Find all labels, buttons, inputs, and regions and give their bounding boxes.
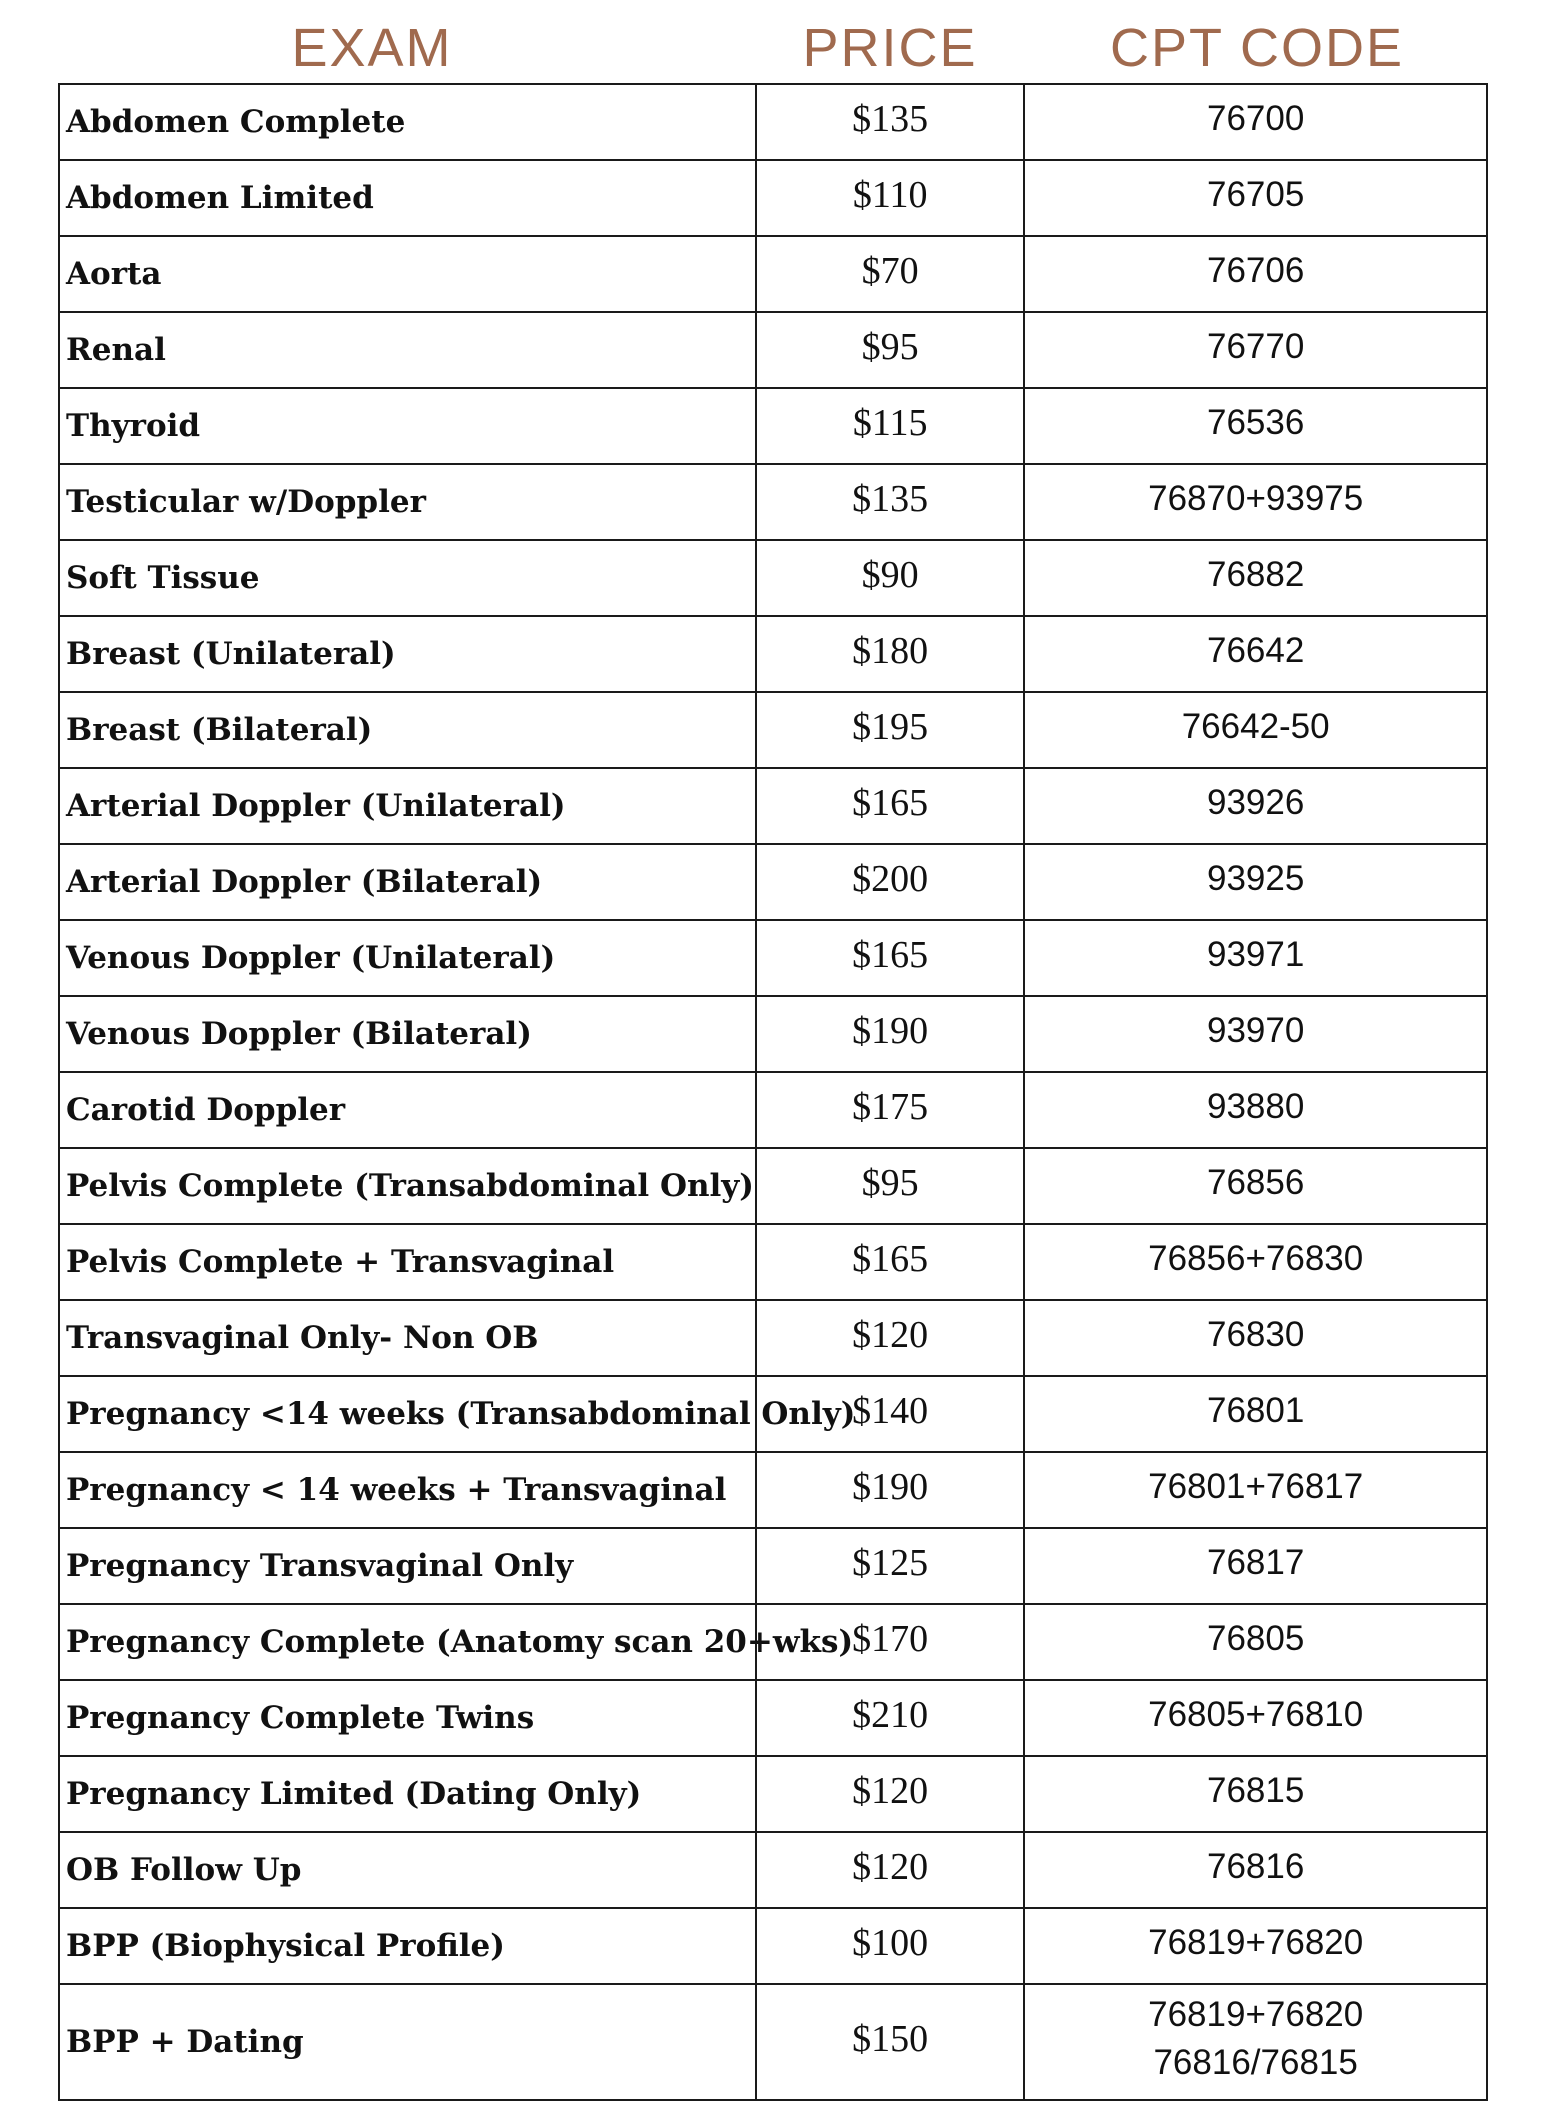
table-row bbox=[59, 540, 1487, 616]
exam-price: $90 bbox=[756, 540, 1024, 616]
exam-price: $190 bbox=[756, 1452, 1024, 1528]
cpt-code: 76816/76815 bbox=[1153, 2043, 1358, 2082]
cpt-code: 93926 bbox=[1207, 783, 1305, 822]
exam-price: $200 bbox=[756, 844, 1024, 920]
exam-name: Abdomen Limited bbox=[59, 160, 756, 236]
header-cpt-code: CPT CODE bbox=[1109, 18, 1405, 78]
cpt-code: 76642-50 bbox=[1181, 707, 1330, 746]
cpt-code-cell bbox=[1024, 1680, 1487, 1756]
price-table bbox=[58, 83, 1488, 2101]
table-row bbox=[59, 692, 1487, 768]
cpt-code: 76819+76820 bbox=[1148, 1923, 1364, 1962]
cpt-code: 76819+76820 bbox=[1148, 1995, 1364, 2034]
cpt-code-cell bbox=[1024, 1300, 1487, 1376]
table-row bbox=[59, 1984, 1487, 2100]
table-row bbox=[59, 160, 1487, 236]
exam-price: $165 bbox=[756, 920, 1024, 996]
table-row bbox=[59, 768, 1487, 844]
exam-price: $120 bbox=[756, 1756, 1024, 1832]
cpt-code-cell bbox=[1024, 236, 1487, 312]
cpt-code-cell bbox=[1024, 844, 1487, 920]
table-row bbox=[59, 996, 1487, 1072]
header-price: PRICE bbox=[802, 18, 978, 78]
exam-price: $165 bbox=[756, 768, 1024, 844]
exam-price: $120 bbox=[756, 1300, 1024, 1376]
table-row bbox=[59, 312, 1487, 388]
cpt-code-cell bbox=[1024, 1908, 1487, 1984]
exam-name: Aorta bbox=[59, 236, 756, 312]
table-row bbox=[59, 1680, 1487, 1756]
cpt-code: 76870+93975 bbox=[1148, 479, 1364, 518]
cpt-code: 93880 bbox=[1207, 1087, 1305, 1126]
table-row bbox=[59, 1832, 1487, 1908]
cpt-code-cell bbox=[1024, 388, 1487, 464]
exam-name: Arterial Doppler (Unilateral) bbox=[59, 768, 756, 844]
exam-price: $115 bbox=[756, 388, 1024, 464]
cpt-code-cell bbox=[1024, 160, 1487, 236]
header-exam: EXAM bbox=[291, 18, 453, 78]
exam-name: Venous Doppler (Bilateral) bbox=[59, 996, 756, 1072]
cpt-code-cell bbox=[1024, 1148, 1487, 1224]
cpt-code: 76882 bbox=[1207, 555, 1305, 594]
cpt-code: 76805 bbox=[1207, 1619, 1305, 1658]
cpt-code-cell bbox=[1024, 540, 1487, 616]
table-row bbox=[59, 388, 1487, 464]
cpt-code-cell bbox=[1024, 1452, 1487, 1528]
exam-name: Pelvis Complete (Transabdominal Only) bbox=[59, 1148, 756, 1224]
exam-name: Renal bbox=[59, 312, 756, 388]
cpt-code-cell bbox=[1024, 1756, 1487, 1832]
exam-name: BPP (Biophysical Profile) bbox=[59, 1908, 756, 1984]
table-row bbox=[59, 844, 1487, 920]
exam-name: BPP + Dating bbox=[59, 1984, 756, 2100]
exam-name: Pregnancy Complete Twins bbox=[59, 1680, 756, 1756]
table-row bbox=[59, 464, 1487, 540]
table-row bbox=[59, 616, 1487, 692]
exam-price: $140 bbox=[756, 1376, 1024, 1452]
exam-price: $195 bbox=[756, 692, 1024, 768]
exam-name: Pregnancy Limited (Dating Only) bbox=[59, 1756, 756, 1832]
exam-price: $95 bbox=[756, 312, 1024, 388]
cpt-code: 76536 bbox=[1207, 403, 1305, 442]
cpt-code-cell bbox=[1024, 312, 1487, 388]
cpt-code: 76815 bbox=[1207, 1771, 1305, 1810]
exam-name: Pelvis Complete + Transvaginal bbox=[59, 1224, 756, 1300]
exam-name: Pregnancy Complete (Anatomy scan 20+wks) bbox=[59, 1604, 756, 1680]
price-table-body bbox=[59, 84, 1487, 2100]
table-row bbox=[59, 84, 1487, 160]
table-row bbox=[59, 1376, 1487, 1452]
exam-price: $110 bbox=[756, 160, 1024, 236]
exam-name: Pregnancy <14 weeks (Transabdominal Only) bbox=[59, 1376, 756, 1452]
cpt-code: 76700 bbox=[1207, 99, 1305, 138]
cpt-code: 76705 bbox=[1207, 175, 1305, 214]
table-row bbox=[59, 1300, 1487, 1376]
exam-name: Breast (Unilateral) bbox=[59, 616, 756, 692]
table-row bbox=[59, 1756, 1487, 1832]
cpt-code-cell bbox=[1024, 1528, 1487, 1604]
exam-name: Pregnancy < 14 weeks + Transvaginal bbox=[59, 1452, 756, 1528]
cpt-code-cell bbox=[1024, 464, 1487, 540]
cpt-code: 76817 bbox=[1207, 1543, 1305, 1582]
cpt-code-cell bbox=[1024, 1376, 1487, 1452]
cpt-code-cell bbox=[1024, 996, 1487, 1072]
exam-price: $210 bbox=[756, 1680, 1024, 1756]
exam-price: $175 bbox=[756, 1072, 1024, 1148]
exam-price: $170 bbox=[756, 1604, 1024, 1680]
exam-price: $70 bbox=[756, 236, 1024, 312]
column-headers bbox=[0, 0, 1545, 84]
cpt-code: 93970 bbox=[1207, 1011, 1305, 1050]
cpt-code: 76816 bbox=[1207, 1847, 1305, 1886]
exam-price: $135 bbox=[756, 464, 1024, 540]
exam-price: $100 bbox=[756, 1908, 1024, 1984]
cpt-code: 93971 bbox=[1207, 935, 1305, 974]
cpt-code-cell bbox=[1024, 920, 1487, 996]
exam-price: $120 bbox=[756, 1832, 1024, 1908]
exam-price: $95 bbox=[756, 1148, 1024, 1224]
cpt-code: 76642 bbox=[1207, 631, 1305, 670]
table-row bbox=[59, 1604, 1487, 1680]
exam-name: Thyroid bbox=[59, 388, 756, 464]
cpt-code: 93925 bbox=[1207, 859, 1305, 898]
cpt-code: 76801+76817 bbox=[1148, 1467, 1364, 1506]
exam-name: Venous Doppler (Unilateral) bbox=[59, 920, 756, 996]
cpt-code-cell bbox=[1024, 1224, 1487, 1300]
cpt-code-cell bbox=[1024, 692, 1487, 768]
cpt-code-cell bbox=[1024, 1072, 1487, 1148]
exam-price: $190 bbox=[756, 996, 1024, 1072]
cpt-code: 76801 bbox=[1207, 1391, 1305, 1430]
exam-name: Testicular w/Doppler bbox=[59, 464, 756, 540]
table-row bbox=[59, 1072, 1487, 1148]
cpt-code-cell bbox=[1024, 616, 1487, 692]
exam-name: Transvaginal Only- Non OB bbox=[59, 1300, 756, 1376]
cpt-code: 76830 bbox=[1207, 1315, 1305, 1354]
exam-name: Arterial Doppler (Bilateral) bbox=[59, 844, 756, 920]
cpt-code: 76856 bbox=[1207, 1163, 1305, 1202]
cpt-code: 76805+76810 bbox=[1148, 1695, 1364, 1734]
exam-price: $150 bbox=[756, 1984, 1024, 2100]
table-row bbox=[59, 1908, 1487, 1984]
exam-price: $165 bbox=[756, 1224, 1024, 1300]
table-row bbox=[59, 1452, 1487, 1528]
table-row bbox=[59, 1528, 1487, 1604]
exam-name: Pregnancy Transvaginal Only bbox=[59, 1528, 756, 1604]
exam-price: $180 bbox=[756, 616, 1024, 692]
exam-price: $125 bbox=[756, 1528, 1024, 1604]
exam-price: $135 bbox=[756, 84, 1024, 160]
cpt-code-cell bbox=[1024, 1832, 1487, 1908]
cpt-code: 76706 bbox=[1207, 251, 1305, 290]
exam-name: Soft Tissue bbox=[59, 540, 756, 616]
cpt-code-cell bbox=[1024, 768, 1487, 844]
table-row bbox=[59, 920, 1487, 996]
table-row bbox=[59, 1224, 1487, 1300]
exam-name: Breast (Bilateral) bbox=[59, 692, 756, 768]
exam-name: OB Follow Up bbox=[59, 1832, 756, 1908]
cpt-code-cell bbox=[1024, 1984, 1487, 2100]
table-row bbox=[59, 1148, 1487, 1224]
cpt-code: 76770 bbox=[1207, 327, 1305, 366]
cpt-code: 76856+76830 bbox=[1148, 1239, 1364, 1278]
exam-name: Abdomen Complete bbox=[59, 84, 756, 160]
cpt-code-cell bbox=[1024, 1604, 1487, 1680]
table-row bbox=[59, 236, 1487, 312]
exam-name: Carotid Doppler bbox=[59, 1072, 756, 1148]
cpt-code-cell bbox=[1024, 84, 1487, 160]
